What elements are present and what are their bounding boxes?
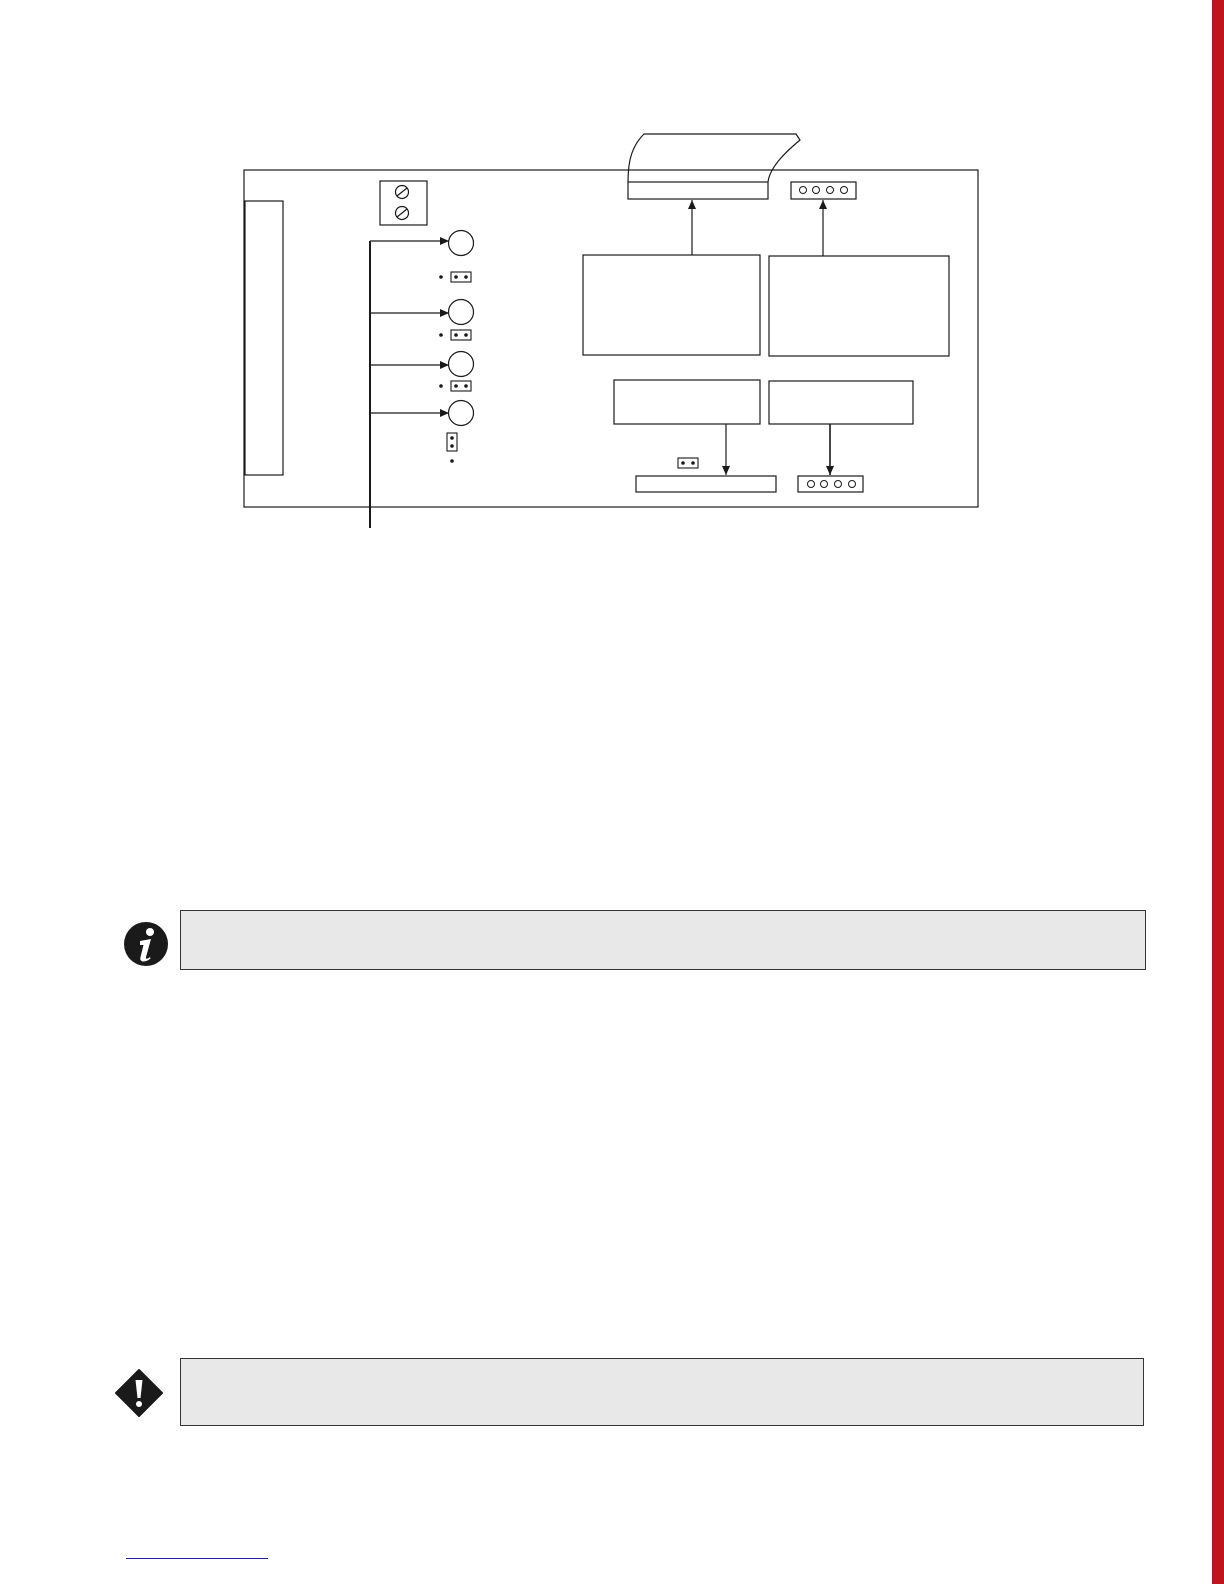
bottom-connector	[636, 476, 776, 492]
info-note-box	[180, 910, 1146, 970]
ribbon-connector	[628, 182, 768, 199]
ribbon-cable	[628, 134, 800, 182]
indicator-circle-4	[449, 401, 474, 426]
jumper-1	[439, 272, 471, 282]
four-pin-header-top	[791, 182, 856, 199]
warning-icon	[114, 1368, 164, 1418]
module-block-left	[583, 255, 760, 355]
indicator-circle-2	[449, 300, 474, 325]
warning-note-box	[180, 1358, 1144, 1426]
jumper-4	[447, 433, 457, 463]
indicator-circle-1	[449, 231, 474, 256]
jumper-3	[439, 381, 471, 391]
board-outline	[244, 170, 978, 507]
indicator-circle-3	[449, 352, 474, 377]
sub-block-left	[614, 380, 760, 424]
edge-connector	[245, 201, 283, 475]
four-pin-header-bottom	[798, 476, 863, 492]
terminal-block	[380, 181, 427, 225]
jumper-bottom	[678, 458, 698, 468]
jumper-2	[439, 330, 471, 340]
footer-rule	[126, 1558, 268, 1559]
module-block-right	[769, 256, 949, 356]
board-diagram	[0, 0, 1224, 560]
sub-block-right	[769, 381, 913, 424]
info-icon	[122, 920, 170, 968]
